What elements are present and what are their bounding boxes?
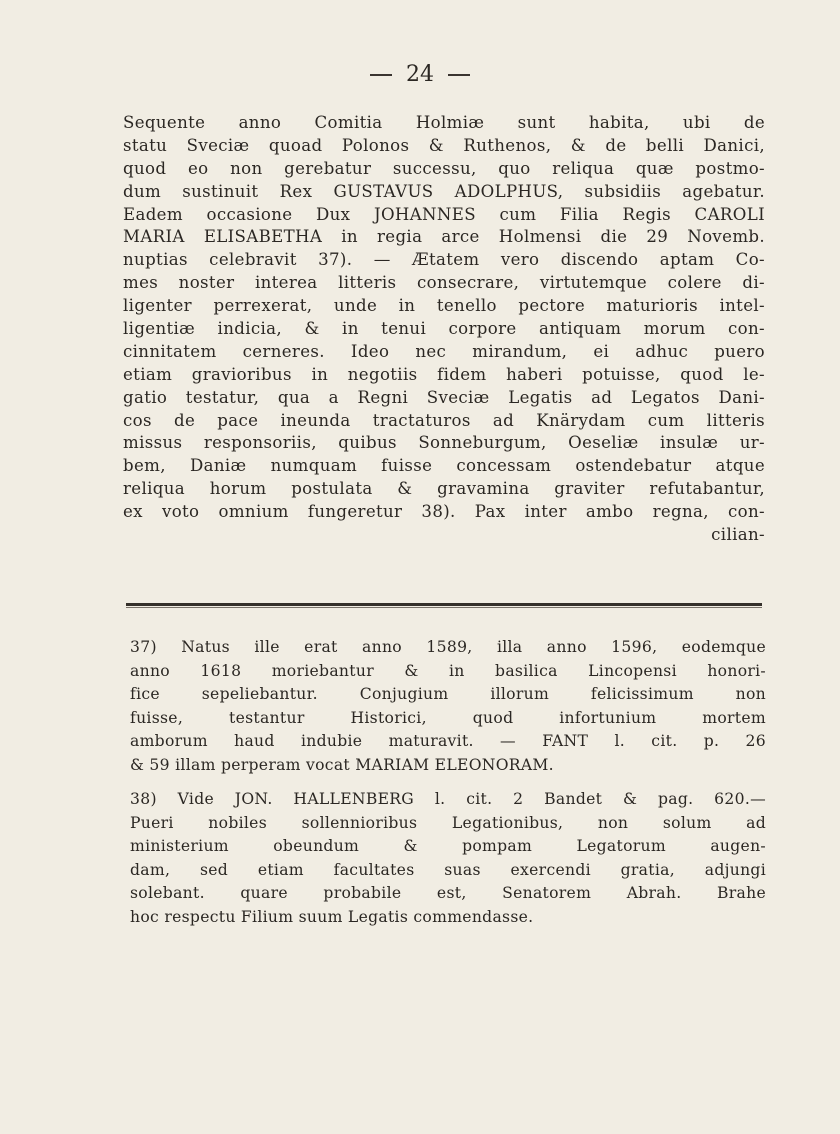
footnote-line: fuisse, testantur Historici, quod infortunium mortem xyxy=(130,708,766,727)
text-line: missus responsoriis, quibus Sonneburgum, Oeseliæ insulæ ur- xyxy=(123,433,765,453)
text-line: cos de pace ineunda tractaturos ad Knärydam cum litteris xyxy=(123,410,765,430)
header-ornament-left xyxy=(370,74,392,76)
text-line: gatio testatur, qua a Regni Sveciæ Legatis ad Legatos Dani- xyxy=(123,387,765,407)
text-line: reliqua horum postulata & gravamina graviter refutabantur, xyxy=(123,479,765,499)
text-line: ligentiæ indicia, & in tenui corpore antiquam morum con- xyxy=(123,319,765,339)
header-ornament-right xyxy=(448,74,470,76)
text-line: Sequente anno Comitia Holmiæ sunt habita, ubi de xyxy=(123,113,765,132)
main-text xyxy=(123,112,765,547)
text-line: Eadem occasione Dux JOHANNES cum Filia Regis CAROLI xyxy=(123,204,765,224)
footnote-line: ministerium obeundum & pompam Legatorum augen- xyxy=(130,837,766,855)
text-line: statu Sveciæ quoad Polonos & Ruthenos, & de belli Danici, xyxy=(123,135,765,155)
text-line: dum sustinuit Rex GUSTAVUS ADOLPHUS, subsidiis agebatur. xyxy=(123,181,765,201)
page-number: 24 xyxy=(406,62,434,87)
text-line: MARIA ELISABETHA in regia arce Holmensi die 29 Novemb. xyxy=(123,227,765,247)
text-line: bem, Daniæ numquam fuisse concessam ostendebatur atque xyxy=(123,456,765,476)
footnote-37 xyxy=(130,636,766,777)
footnote-separator-rule xyxy=(126,603,762,606)
text-line: nuptias celebravit 37). — Ætatem vero discendo aptam Co- xyxy=(123,250,765,270)
footnote-line: anno 1618 moriebantur & in basilica Lincopensi honori- xyxy=(130,661,766,680)
text-line: etiam gravioribus in negotiis fidem haberi potuisse, quod le- xyxy=(123,364,765,384)
footnote-line: 37) Natus ille erat anno 1589, illa anno 1596, eodemque xyxy=(130,638,766,656)
catchword: cilian- xyxy=(711,525,765,545)
text-line: mes noster interea litteris consecrare, virtutemque colere di- xyxy=(123,273,765,293)
footnote-38 xyxy=(130,788,766,929)
page-header xyxy=(0,62,840,88)
text-line: ligenter perrexerat, unde in tenello pectore maturioris intel- xyxy=(123,296,765,316)
footnote-line: hoc respectu Filium suum Legatis commendasse. xyxy=(130,907,534,926)
footnote-line: fice sepeliebantur. Conjugium illorum felicissimum non xyxy=(130,685,766,703)
text-line: quod eo non gerebatur successu, quo reliqua quæ postmo- xyxy=(123,158,765,178)
footnote-line: amborum haud indubie maturavit. — FANT l. cit. p. 26 xyxy=(130,732,766,750)
footnote-line: & 59 illam perperam vocat MARIAM ELEONORAM. xyxy=(130,755,554,774)
footnotes xyxy=(130,636,766,929)
text-line: cinnitatem cerneres. Ideo nec mirandum, ei adhuc puero xyxy=(123,341,765,361)
text-line: ex voto omnium fungeretur 38). Pax inter ambo regna, con- xyxy=(123,502,765,522)
footnote-line: dam, sed etiam facultates suas exercendi gratia, adjungi xyxy=(130,860,766,879)
footnote-line: Pueri nobiles sollennioribus Legationibus, non solum ad xyxy=(130,813,766,832)
footnote-line: 38) Vide JON. HALLENBERG l. cit. 2 Bandet & pag. 620.— xyxy=(130,790,766,808)
footnote-line: solebant. quare probabile est, Senatorem Abrah. Brahe xyxy=(130,884,766,902)
